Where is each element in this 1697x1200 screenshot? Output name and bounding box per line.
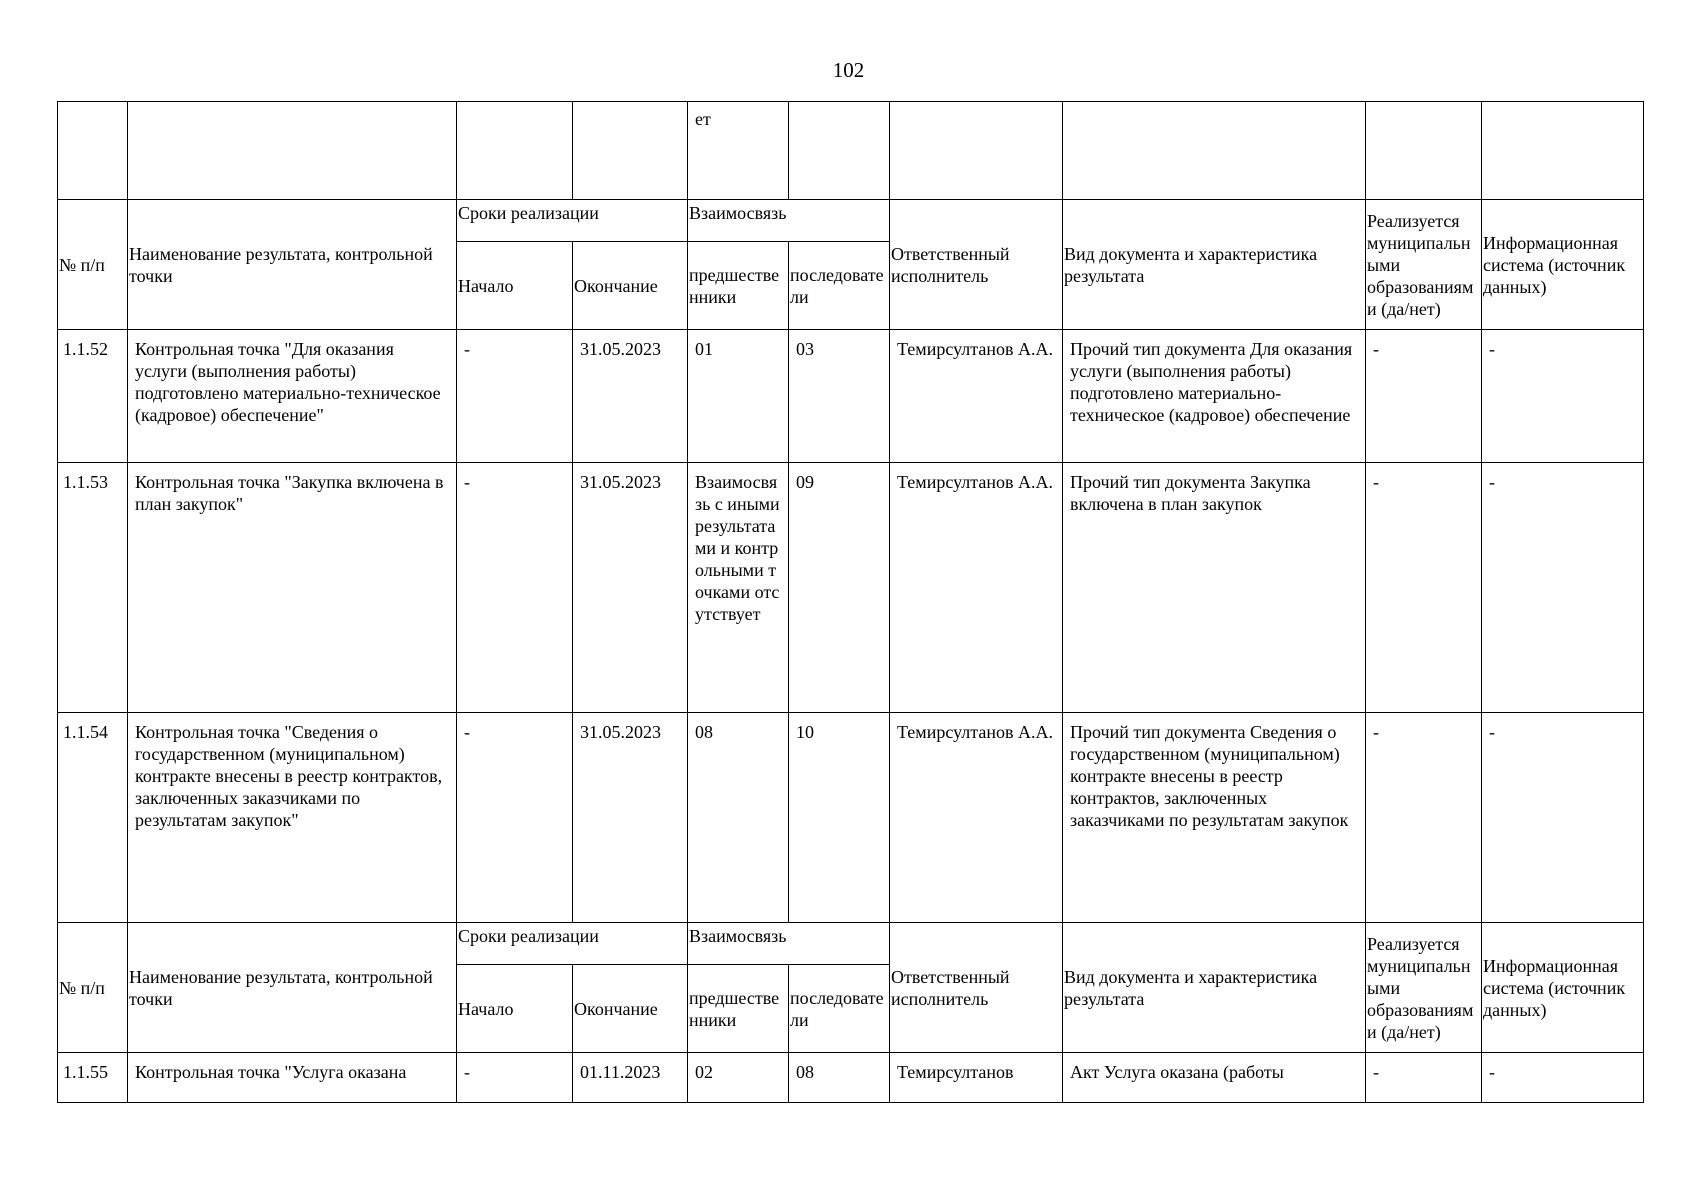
row-name: Контрольная точка "Услуга оказана	[128, 1053, 457, 1103]
row-responsible: Темирсултанов А.А.	[890, 330, 1063, 463]
row-municipal: -	[1366, 463, 1482, 713]
table-row	[58, 713, 1644, 923]
row-end: 31.05.2023	[573, 463, 688, 713]
row-name: Контрольная точка "Закупка включена в план закупок"	[128, 463, 457, 713]
header-municipal: Реализуется муниципальными образованиями (да/нет)	[1366, 923, 1482, 1053]
row-start: -	[457, 463, 573, 713]
header-successors: последователи	[789, 242, 890, 330]
row-successors: 10	[789, 713, 890, 923]
cell	[58, 102, 128, 200]
header-predecessors: предшественники	[688, 965, 789, 1053]
cell	[128, 102, 457, 200]
row-start: -	[457, 330, 573, 463]
cell	[1366, 102, 1482, 200]
row-municipal: -	[1366, 713, 1482, 923]
header-municipal: Реализуется муниципальными образованиями (да/нет)	[1366, 200, 1482, 330]
header-info-system: Информационная система (источник данных)	[1482, 923, 1644, 1053]
header-name: Наименование результата, контрольной точки	[128, 923, 457, 1053]
row-info-system: -	[1482, 1053, 1644, 1103]
header-doc-type: Вид документа и характеристика результата	[1063, 200, 1366, 330]
row-start: -	[457, 713, 573, 923]
row-municipal: -	[1366, 1053, 1482, 1103]
row-end: 01.11.2023	[573, 1053, 688, 1103]
header-relation: Взаимосвязь	[688, 200, 890, 242]
cell	[457, 102, 573, 200]
table-row	[58, 330, 1644, 463]
row-info-system: -	[1482, 463, 1644, 713]
page-number: 102	[832, 58, 865, 82]
row-predecessors: 01	[688, 330, 789, 463]
header-start: Начало	[457, 242, 573, 330]
predecessors-cell: ет	[688, 102, 789, 200]
row-num: 1.1.52	[58, 330, 128, 463]
row-end: 31.05.2023	[573, 330, 688, 463]
header-terms: Сроки реализации	[457, 200, 688, 242]
row-num: 1.1.54	[58, 713, 128, 923]
header-responsible: Ответственный исполнитель	[890, 923, 1063, 1053]
row-responsible: Темирсултанов А.А.	[890, 713, 1063, 923]
row-municipal: -	[1366, 330, 1482, 463]
header-num: № п/п	[58, 200, 128, 330]
row-predecessors: 08	[688, 713, 789, 923]
row-name: Контрольная точка "Сведения о государственном (муниципальном) контракте внесены в реестр контрактов, заключенных заказчиками по результатам закупок"	[128, 713, 457, 923]
cell	[1482, 102, 1644, 200]
row-num: 1.1.53	[58, 463, 128, 713]
row-info-system: -	[1482, 330, 1644, 463]
row-successors: 09	[789, 463, 890, 713]
header-num: № п/п	[58, 923, 128, 1053]
header-name: Наименование результата, контрольной точки	[128, 200, 457, 330]
cell	[1063, 102, 1366, 200]
cell	[890, 102, 1063, 200]
table-header-row	[58, 923, 1644, 965]
header-doc-type: Вид документа и характеристика результата	[1063, 923, 1366, 1053]
header-relation: Взаимосвязь	[688, 923, 890, 965]
row-successors: 08	[789, 1053, 890, 1103]
header-info-system: Информационная система (источник данных)	[1482, 200, 1644, 330]
row-doc: Прочий тип документа Для оказания услуги (выполнения работы) подготовлено материально-техническое (кадровое) обеспечение	[1063, 330, 1366, 463]
row-end: 31.05.2023	[573, 713, 688, 923]
row-doc: Прочий тип документа Закупка включена в план закупок	[1063, 463, 1366, 713]
header-terms: Сроки реализации	[457, 923, 688, 965]
header-predecessors: предшественники	[688, 242, 789, 330]
cell	[789, 102, 890, 200]
row-num: 1.1.55	[58, 1053, 128, 1103]
header-responsible: Ответственный исполнитель	[890, 200, 1063, 330]
row-info-system: -	[1482, 713, 1644, 923]
row-start: -	[457, 1053, 573, 1103]
row-doc: Акт Услуга оказана (работы	[1063, 1053, 1366, 1103]
cell	[573, 102, 688, 200]
table-row	[58, 1053, 1644, 1103]
row-predecessors: Взаимосвязь с иными результатами и контрольными точками отсутствует	[688, 463, 789, 713]
row-responsible: Темирсултанов А.А.	[890, 463, 1063, 713]
row-responsible: Темирсултанов	[890, 1053, 1063, 1103]
carryover-row	[58, 102, 1644, 200]
row-predecessors: 02	[688, 1053, 789, 1103]
row-successors: 03	[789, 330, 890, 463]
header-successors: последователи	[789, 965, 890, 1053]
header-end: Окончание	[573, 242, 688, 330]
table-row	[58, 463, 1644, 713]
results-table	[57, 101, 1644, 1103]
table-header-row	[58, 200, 1644, 242]
row-doc: Прочий тип документа Сведения о государственном (муниципальном) контракте внесены в реестр контрактов, заключенных заказчиками по результатам закупок	[1063, 713, 1366, 923]
row-name: Контрольная точка "Для оказания услуги (выполнения работы) подготовлено материально-техническое (кадровое) обеспечение"	[128, 330, 457, 463]
header-start: Начало	[457, 965, 573, 1053]
header-end: Окончание	[573, 965, 688, 1053]
